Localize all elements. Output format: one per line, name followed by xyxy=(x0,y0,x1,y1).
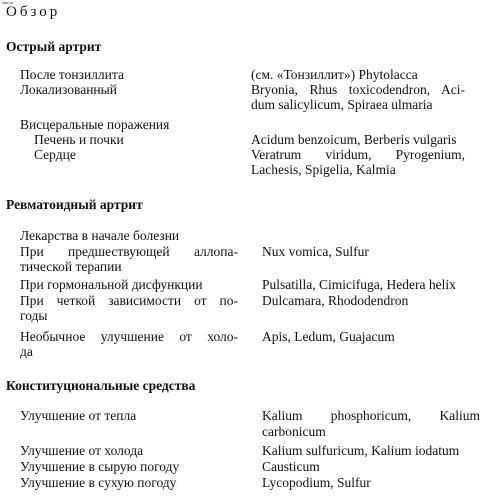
row-right: (см. «Тонзиллит») Phytolacca xyxy=(251,67,418,82)
row-right: Dulcamara, Rhododendron xyxy=(262,293,409,308)
section-heading-rheumatoid-arthritis: Ревматоидный артрит xyxy=(6,197,143,212)
row-left: Улучшение в сырую погоду xyxy=(20,459,180,474)
section-heading-acute-arthritis: Острый артрит xyxy=(6,39,102,54)
row-right: Causticum xyxy=(262,459,320,474)
row-right: Kalium sulfuricum, Kalium iodatum xyxy=(262,443,460,458)
row-left: Улучшение от тепла xyxy=(20,408,137,423)
row-left: да xyxy=(20,344,33,359)
row-right: Nux vomica, Sulfur xyxy=(262,244,369,259)
row-right: Kalium phosphoricum, Kalium xyxy=(262,408,480,423)
page-title: Обзор xyxy=(6,4,61,20)
row-left: Улучшение в сухую погоду xyxy=(20,475,177,490)
row-left: Улучшение от холода xyxy=(20,443,144,458)
row-left: Необычное улучшение от холо- xyxy=(20,329,238,344)
row-left: тической терапии xyxy=(20,259,122,274)
row-right: Pulsatilla, Cimicifuga, Hedera helix xyxy=(262,277,456,292)
row-left: годы xyxy=(20,308,48,323)
row-left: При гормональной дисфункции xyxy=(20,277,203,292)
row-right: Veratrum viridum, Pyrogenium, xyxy=(251,147,465,162)
row-left: После тонзиллита xyxy=(20,67,124,82)
row-right: Bryonia, Rhus toxicodendron, Aci- xyxy=(251,82,465,97)
row-right: Lycopodium, Sulfur xyxy=(262,475,371,490)
section-heading-constitutional-remedies: Конституциональные средства xyxy=(6,378,196,393)
row-left: Сердце xyxy=(34,147,76,162)
row-right: Acidum benzoicum, Berberis vulgaris xyxy=(251,132,457,147)
row-right: Lachesis, Spigelia, Kalmia xyxy=(251,162,396,177)
row-right: carbonicum xyxy=(262,424,326,439)
row-left: Висцеральные поражения xyxy=(20,117,170,132)
row-left: При четкой зависимости от по- xyxy=(20,293,238,308)
row-left: При предшествующей аллопа- xyxy=(20,244,238,259)
row-right: dum salicylicum, Spiraea ulmaria xyxy=(251,97,433,112)
row-left: Лекарства в начале болезни xyxy=(20,228,180,243)
row-left: Печень и почки xyxy=(34,132,124,147)
corner-stamp: Автор xyxy=(2,0,13,5)
row-right: Apis, Ledum, Guajacum xyxy=(262,329,395,344)
row-left: Локализованный xyxy=(20,82,117,97)
